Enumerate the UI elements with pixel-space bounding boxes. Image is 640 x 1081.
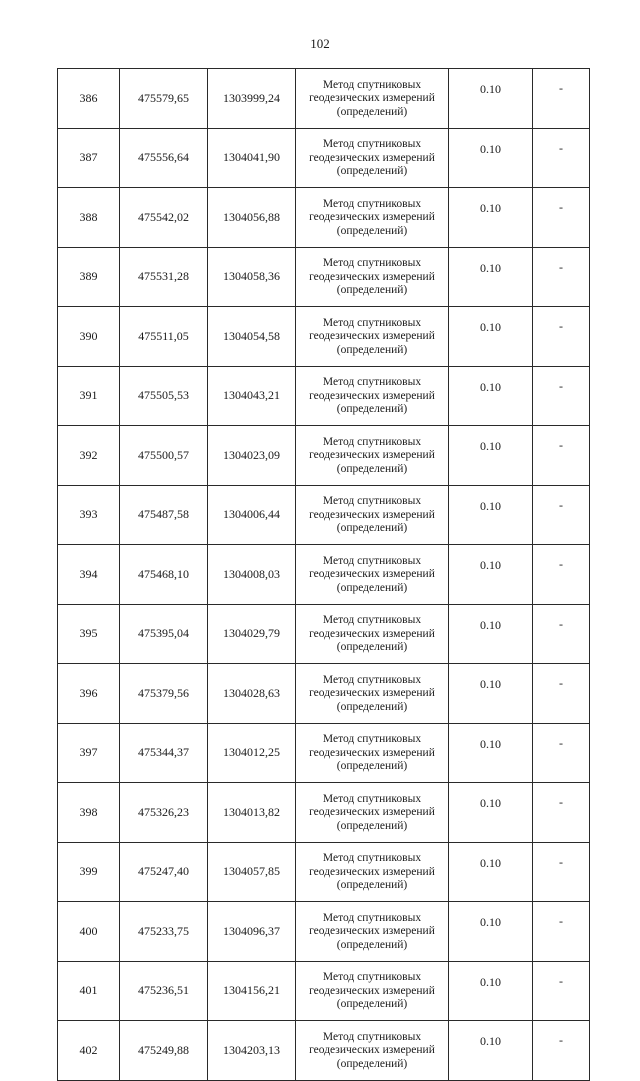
y-coordinate-cell: 1304054,58 xyxy=(208,307,296,367)
table-row xyxy=(58,247,590,307)
y-coordinate-cell: 1304008,03 xyxy=(208,545,296,605)
y-coordinate-cell: 1304023,09 xyxy=(208,426,296,486)
table-row xyxy=(58,783,590,843)
method-text-line: геодезических измерений xyxy=(309,746,435,759)
method-cell xyxy=(296,307,449,367)
x-coordinate-cell: 475326,23 xyxy=(120,783,208,843)
note-cell: - xyxy=(533,188,590,248)
method-text-line: (определений) xyxy=(336,403,408,415)
x-coordinate-cell: 475247,40 xyxy=(120,842,208,902)
x-coordinate-cell: 475468,10 xyxy=(120,545,208,605)
point-number-cell: 402 xyxy=(58,1021,120,1081)
method-text-line: геодезических измерений xyxy=(309,865,435,878)
method-cell xyxy=(296,1021,449,1081)
note-cell: - xyxy=(533,961,590,1021)
method-text-line: геодезических измерений xyxy=(309,687,435,699)
y-coordinate-cell: 1304043,21 xyxy=(208,366,296,426)
method-text-line: Метод спутниковых xyxy=(322,911,422,924)
accuracy-cell: 0.10 xyxy=(449,366,533,426)
method-text-line: (определений) xyxy=(336,105,408,118)
method-text-line: (определений) xyxy=(336,998,408,1010)
table-row xyxy=(58,545,590,605)
method-text-line: Метод спутниковых xyxy=(322,792,422,805)
x-coordinate-cell: 475511,05 xyxy=(120,307,208,367)
method-cell xyxy=(296,247,449,307)
point-number-cell: 386 xyxy=(58,69,120,129)
x-coordinate-cell: 475233,75 xyxy=(120,902,208,962)
method-cell xyxy=(296,128,449,188)
table-row xyxy=(58,366,590,426)
method-cell xyxy=(296,485,449,545)
table-row xyxy=(58,485,590,545)
table-row xyxy=(58,1021,590,1081)
note-cell: - xyxy=(533,604,590,664)
method-text-line: геодезических измерений xyxy=(309,568,435,580)
accuracy-cell: 0.10 xyxy=(449,604,533,664)
method-text-line: геодезических измерений xyxy=(309,92,435,104)
point-number-cell: 394 xyxy=(58,545,120,605)
note-cell: - xyxy=(533,783,590,843)
method-text-line: Метод спутниковых xyxy=(322,971,422,983)
note-cell: - xyxy=(533,723,590,783)
x-coordinate-cell: 475542,02 xyxy=(120,188,208,248)
y-coordinate-cell: 1304029,79 xyxy=(208,604,296,664)
method-text-line: Метод спутниковых xyxy=(322,673,422,686)
table-row xyxy=(58,961,590,1021)
note-cell: - xyxy=(533,69,590,129)
coordinates-table xyxy=(57,68,590,1081)
point-number-cell: 398 xyxy=(58,783,120,843)
method-text-line: Метод спутниковых xyxy=(322,78,422,91)
table-row xyxy=(58,307,590,367)
accuracy-cell: 0.10 xyxy=(449,69,533,129)
table-row xyxy=(58,902,590,962)
method-text-line: (определений) xyxy=(336,641,408,653)
method-cell xyxy=(296,188,449,248)
method-text-line: Метод спутниковых xyxy=(322,376,422,388)
method-text-line: (определений) xyxy=(336,938,408,951)
note-cell: - xyxy=(533,247,590,307)
method-text-line: Метод спутниковых xyxy=(322,554,422,567)
y-coordinate-cell: 1304096,37 xyxy=(208,902,296,962)
y-coordinate-cell: 1304203,13 xyxy=(208,1021,296,1081)
accuracy-cell: 0.10 xyxy=(449,188,533,248)
x-coordinate-cell: 475556,64 xyxy=(120,128,208,188)
accuracy-cell: 0.10 xyxy=(449,307,533,367)
note-cell: - xyxy=(533,307,590,367)
y-coordinate-cell: 1304013,82 xyxy=(208,783,296,843)
table-row xyxy=(58,128,590,188)
method-text-line: Метод спутниковых xyxy=(322,138,422,150)
page-number: 102 xyxy=(310,36,330,51)
method-cell xyxy=(296,545,449,605)
method-text-line: геодезических измерений xyxy=(309,806,435,818)
method-text-line: Метод спутниковых xyxy=(322,197,422,210)
x-coordinate-cell: 475487,58 xyxy=(120,485,208,545)
method-cell xyxy=(296,604,449,664)
y-coordinate-cell: 1304012,25 xyxy=(208,723,296,783)
method-text-line: (определений) xyxy=(336,462,408,475)
method-cell xyxy=(296,842,449,902)
accuracy-cell: 0.10 xyxy=(449,1021,533,1081)
table-row xyxy=(58,842,590,902)
table-row xyxy=(58,426,590,486)
method-text-line: Метод спутниковых xyxy=(322,733,422,745)
method-text-line: Метод спутниковых xyxy=(322,435,422,448)
y-coordinate-cell: 1303999,24 xyxy=(208,69,296,129)
point-number-cell: 400 xyxy=(58,902,120,962)
method-text-line: геодезических измерений xyxy=(309,627,435,640)
x-coordinate-cell: 475236,51 xyxy=(120,961,208,1021)
method-text-line: (определений) xyxy=(336,165,408,177)
method-text-line: геодезических измерений xyxy=(309,151,435,164)
point-number-cell: 395 xyxy=(58,604,120,664)
table-row xyxy=(58,723,590,783)
y-coordinate-cell: 1304028,63 xyxy=(208,664,296,724)
y-coordinate-cell: 1304006,44 xyxy=(208,485,296,545)
method-cell xyxy=(296,783,449,843)
point-number-cell: 391 xyxy=(58,366,120,426)
accuracy-cell: 0.10 xyxy=(449,664,533,724)
method-text-line: геодезических измерений xyxy=(309,925,435,937)
note-cell: - xyxy=(533,128,590,188)
coordinates-table-body xyxy=(58,69,590,1081)
method-text-line: (определений) xyxy=(336,879,408,891)
method-text-line: геодезических измерений xyxy=(309,449,435,461)
point-number-cell: 396 xyxy=(58,664,120,724)
method-text-line: геодезических измерений xyxy=(309,211,435,223)
method-text-line: геодезических измерений xyxy=(309,508,435,521)
x-coordinate-cell: 475344,37 xyxy=(120,723,208,783)
point-number-cell: 387 xyxy=(58,128,120,188)
point-number-cell: 388 xyxy=(58,188,120,248)
method-text-line: Метод спутниковых xyxy=(322,257,422,269)
y-coordinate-cell: 1304058,36 xyxy=(208,247,296,307)
point-number-cell: 399 xyxy=(58,842,120,902)
method-cell xyxy=(296,366,449,426)
method-cell xyxy=(296,664,449,724)
note-cell: - xyxy=(533,426,590,486)
accuracy-cell: 0.10 xyxy=(449,902,533,962)
method-text-line: геодезических измерений xyxy=(309,1044,435,1056)
method-text-line: геодезических измерений xyxy=(309,984,435,997)
method-text-line: Метод спутниковых xyxy=(322,495,422,507)
note-cell: - xyxy=(533,485,590,545)
method-text-line: (определений) xyxy=(336,760,408,772)
method-text-line: (определений) xyxy=(336,1057,408,1070)
accuracy-cell: 0.10 xyxy=(449,783,533,843)
accuracy-cell: 0.10 xyxy=(449,961,533,1021)
y-coordinate-cell: 1304056,88 xyxy=(208,188,296,248)
method-text-line: (определений) xyxy=(336,581,408,594)
accuracy-cell: 0.10 xyxy=(449,485,533,545)
method-text-line: (определений) xyxy=(336,224,408,237)
table-row xyxy=(58,604,590,664)
method-text-line: Метод спутниковых xyxy=(322,1030,422,1043)
point-number-cell: 389 xyxy=(58,247,120,307)
point-number-cell: 392 xyxy=(58,426,120,486)
method-cell xyxy=(296,902,449,962)
note-cell: - xyxy=(533,664,590,724)
accuracy-cell: 0.10 xyxy=(449,545,533,605)
x-coordinate-cell: 475379,56 xyxy=(120,664,208,724)
method-cell xyxy=(296,426,449,486)
method-text-line: Метод спутниковых xyxy=(322,316,422,329)
method-text-line: (определений) xyxy=(336,284,408,296)
note-cell: - xyxy=(533,842,590,902)
method-text-line: Метод спутниковых xyxy=(322,614,422,626)
y-coordinate-cell: 1304041,90 xyxy=(208,128,296,188)
x-coordinate-cell: 475500,57 xyxy=(120,426,208,486)
accuracy-cell: 0.10 xyxy=(449,842,533,902)
method-text-line: (определений) xyxy=(336,819,408,832)
method-text-line: геодезических измерений xyxy=(309,389,435,402)
method-cell xyxy=(296,723,449,783)
method-text-line: (определений) xyxy=(336,343,408,356)
point-number-cell: 390 xyxy=(58,307,120,367)
x-coordinate-cell: 475579,65 xyxy=(120,69,208,129)
note-cell: - xyxy=(533,1021,590,1081)
method-text-line: геодезических измерений xyxy=(309,330,435,342)
point-number-cell: 397 xyxy=(58,723,120,783)
accuracy-cell: 0.10 xyxy=(449,426,533,486)
method-text-line: (определений) xyxy=(336,700,408,713)
x-coordinate-cell: 475531,28 xyxy=(120,247,208,307)
accuracy-cell: 0.10 xyxy=(449,128,533,188)
y-coordinate-cell: 1304156,21 xyxy=(208,961,296,1021)
method-text-line: геодезических измерений xyxy=(309,270,435,283)
point-number-cell: 393 xyxy=(58,485,120,545)
method-cell xyxy=(296,961,449,1021)
x-coordinate-cell: 475505,53 xyxy=(120,366,208,426)
method-text-line: (определений) xyxy=(336,522,408,534)
point-number-cell: 401 xyxy=(58,961,120,1021)
table-row xyxy=(58,188,590,248)
x-coordinate-cell: 475249,88 xyxy=(120,1021,208,1081)
note-cell: - xyxy=(533,545,590,605)
note-cell: - xyxy=(533,902,590,962)
accuracy-cell: 0.10 xyxy=(449,723,533,783)
y-coordinate-cell: 1304057,85 xyxy=(208,842,296,902)
note-cell: - xyxy=(533,366,590,426)
method-text-line: Метод спутниковых xyxy=(322,852,422,864)
x-coordinate-cell: 475395,04 xyxy=(120,604,208,664)
table-row xyxy=(58,664,590,724)
table-row xyxy=(58,69,590,129)
accuracy-cell: 0.10 xyxy=(449,247,533,307)
method-cell xyxy=(296,69,449,129)
